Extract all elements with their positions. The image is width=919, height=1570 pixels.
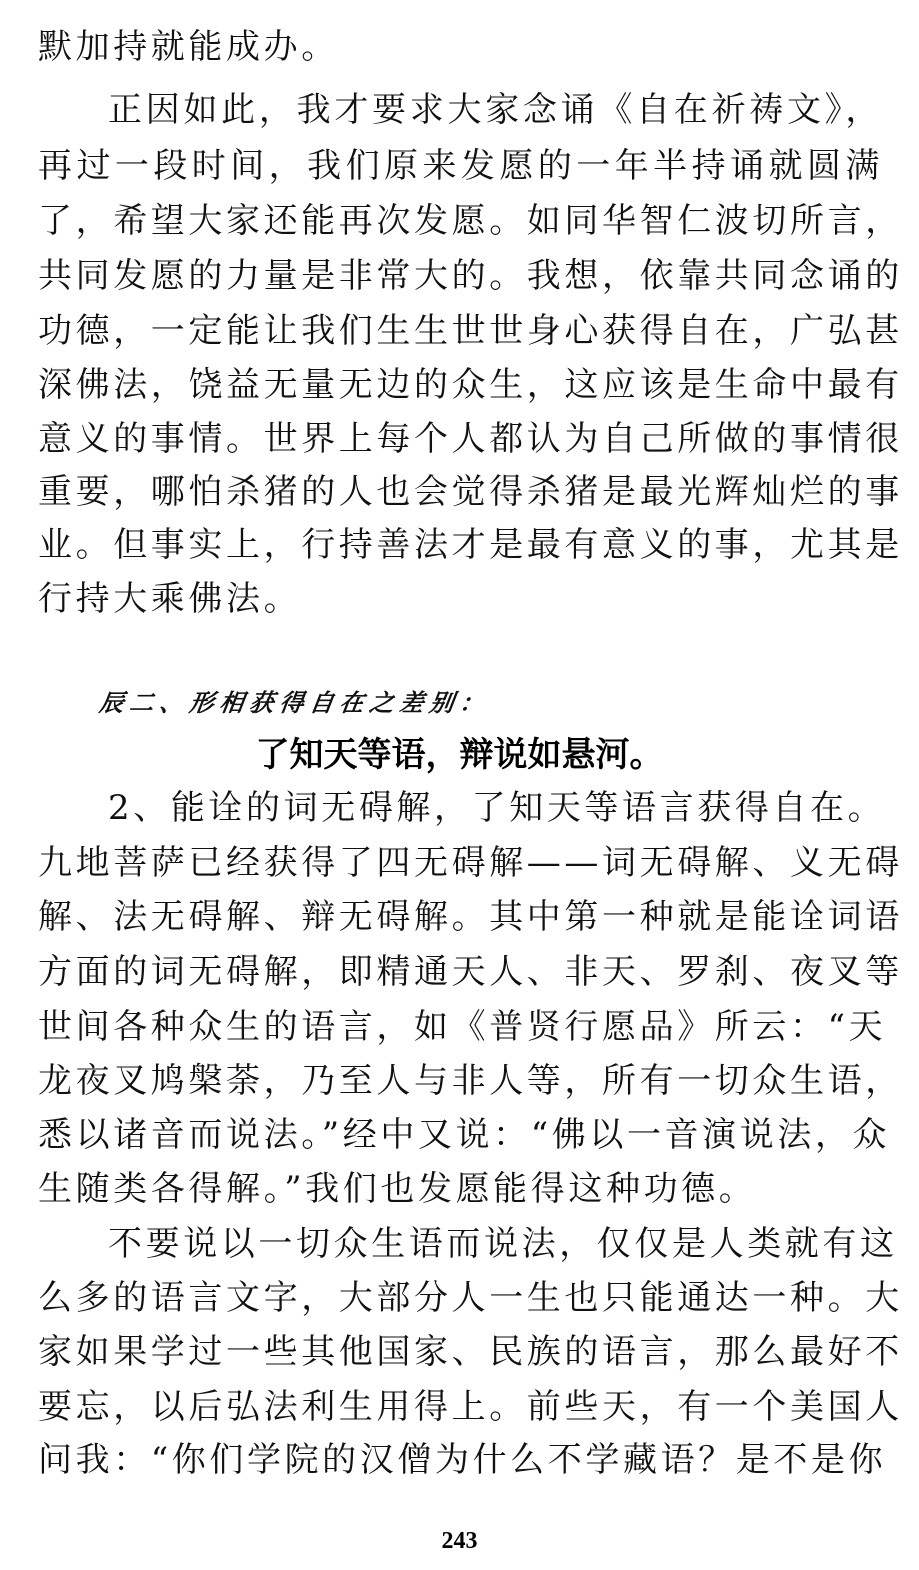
page-number: 243 <box>441 1528 478 1554</box>
paragraph-3-line-6: 龙夜叉鸠槃荼，乃至人与非人等，所有一切众生语， <box>38 1061 903 1101</box>
paragraph-4-line-5: 问我：“你们学院的汉僧为什么不学藏语？是不是你 <box>38 1440 887 1480</box>
verse-line: 了知天等语，辩说如悬河。 <box>255 735 664 775</box>
paragraph-1-line-1: 默加持就能成办。 <box>38 27 339 67</box>
paragraph-2-line-6: 深佛法，饶益无量无边的众生，这应该是生命中最有 <box>38 365 903 405</box>
paragraph-3-line-2: 九地菩萨已经获得了四无碍解——词无碍解、义无碍 <box>38 843 903 883</box>
paragraph-4-line-1: 不要说以一切众生语而说法，仅仅是人类就有这 <box>108 1224 898 1264</box>
paragraph-2-line-7: 意义的事情。世界上每个人都认为自己所做的事情很 <box>38 419 903 459</box>
paragraph-2-line-2: 再过一段时间，我们原来发愿的一年半持诵就圆满 <box>38 146 883 186</box>
paragraph-2-line-3: 了，希望大家还能再次发愿。如同华智仁波切所言， <box>38 201 903 241</box>
paragraph-2-line-1: 正因如此，我才要求大家念诵《自在祈祷文》， <box>108 90 883 130</box>
paragraph-2-line-9: 业。但事实上，行持善法才是最有意义的事，尤其是 <box>38 525 903 565</box>
paragraph-4-line-3: 家如果学过一些其他国家、民族的语言，那么最好不 <box>38 1332 903 1372</box>
paragraph-3-line-7: 悉以诸音而说法。”经中又说：“佛以一音演说法，众 <box>38 1115 891 1155</box>
paragraph-2-line-8: 重要，哪怕杀猪的人也会觉得杀猪是最光辉灿烂的事 <box>38 472 903 512</box>
paragraph-4-line-2: 么多的语言文字，大部分人一生也只能通达一种。大 <box>38 1278 903 1318</box>
paragraph-2-line-10: 行持大乘佛法。 <box>38 579 302 619</box>
paragraph-3-line-4: 方面的词无碍解，即精通天人、非天、罗刹、夜叉等 <box>38 952 903 992</box>
paragraph-3-line-5: 世间各种众生的语言，如《普贤行愿品》所云：“天 <box>38 1007 887 1047</box>
paragraph-3-line-8: 生随类各得解。”我们也发愿能得这种功德。 <box>38 1169 757 1209</box>
paragraph-4-line-4: 要忘，以后弘法利生用得上。前些天，有一个美国人 <box>38 1387 903 1427</box>
paragraph-2-line-4: 共同发愿的力量是非常大的。我想，依靠共同念诵的 <box>38 256 903 296</box>
paragraph-3-line-3: 解、法无碍解、辩无碍解。其中第一种就是能诠词语 <box>38 897 903 937</box>
paragraph-2-line-5: 功德，一定能让我们生生世世身心获得自在，广弘甚 <box>38 311 903 351</box>
section-heading: 辰二、形相获得自在之差别： <box>97 689 492 717</box>
paragraph-3-line-1: 2、能诠的词无碍解，了知天等语言获得自在。 <box>108 788 886 828</box>
